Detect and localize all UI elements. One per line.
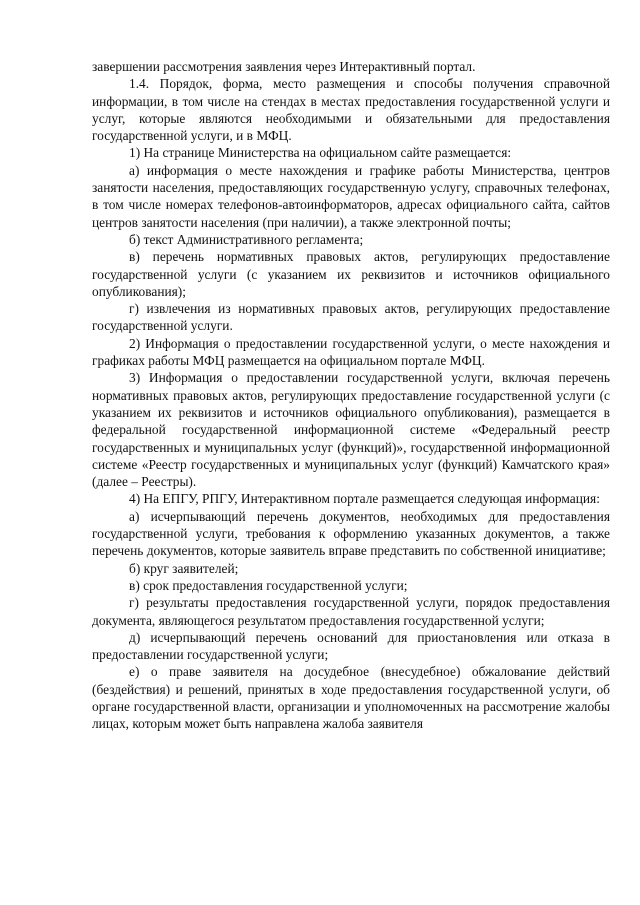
paragraph-item-1b: б) текст Административного регламента;: [129, 231, 364, 247]
document-page: [92, 58, 610, 733]
paragraph-item-4v: в) срок предоставления государственной услуги;: [129, 577, 408, 593]
paragraph-item-3: 3) Информация о предоставлении государственной услуги, включая перечень нормативных правовых актов, регулирующих предоставление государственной услуги (с указанием их реквизитов и источников официального опубликования), размещается в федеральной государственной информационной системе «Федеральный реестр государственных и муниципальных услуг (функций)», государственной информационной системе «Реестр государственных и муниципальных услуг (функций) Камчатского края» (далее – Реестры).: [92, 370, 610, 490]
paragraph-1-4-heading: 1.4. Порядок, форма, место размещения и способы получения справочной информации, в том числе на стендах в местах предоставления государственной услуги и услуг, которые являются необходимыми и обязательными для предоставления государственной услуги, и в МФЦ.: [92, 76, 610, 144]
paragraph-continuation: завершении рассмотрения заявления через Интерактивный портал.: [92, 59, 476, 74]
paragraph-item-4d: д) исчерпывающий перечень оснований для приостановления или отказа в предоставлении государственной услуги;: [92, 629, 610, 663]
paragraph-item-4g: г) результаты предоставления государственной услуги, порядок предоставления документа, являющегося результатом предоставления государственной услуги;: [92, 595, 610, 628]
paragraph-item-4: 4) На ЕПГУ, РПГУ, Интерактивном портале размещается следующая информация:: [129, 491, 600, 507]
paragraph-item-1: 1) На странице Министерства на официальном сайте размещается:: [129, 145, 512, 161]
paragraph-item-1g: г) извлечения из нормативных правовых актов, регулирующих предоставление государственной услуги.: [92, 301, 610, 334]
paragraph-item-1a: а) информация о месте нахождения и графике работы Министерства, центров занятости населения, предоставляющих государственную услугу, справочных телефонах, в том числе номерах телефонов-автоинформаторов, адресах официального сайта, сайтов центров занятости населения (при наличии), а также электронной почты;: [92, 162, 610, 230]
paragraph-item-2: 2) Информация о предоставлении государственной услуги, о месте нахождения и графиках работы МФЦ размещается на официальном портале МФЦ.: [92, 335, 610, 369]
paragraph-item-4e: е) о праве заявителя на досудебное (внесудебное) обжалование действий (бездействия) и решений, принятых в ходе предоставления государственной услуги, об органе государственной власти, организации и уполномоченных на рассмотрение жалобы лицах, которым может быть направлена жалоба заявителя: [92, 664, 610, 732]
paragraph-item-4b: б) круг заявителей;: [129, 560, 239, 576]
paragraph-item-4a: а) исчерпывающий перечень документов, необходимых для предоставления государственной услуги, требования к оформлению указанных документов, а также перечень документов, которые заявитель вправе представить по собственной инициативе;: [92, 508, 610, 559]
paragraph-item-1v: в) перечень нормативных правовых актов, регулирующих предоставление государственной услуги (с указанием их реквизитов и источников официального опубликования);: [92, 249, 610, 299]
